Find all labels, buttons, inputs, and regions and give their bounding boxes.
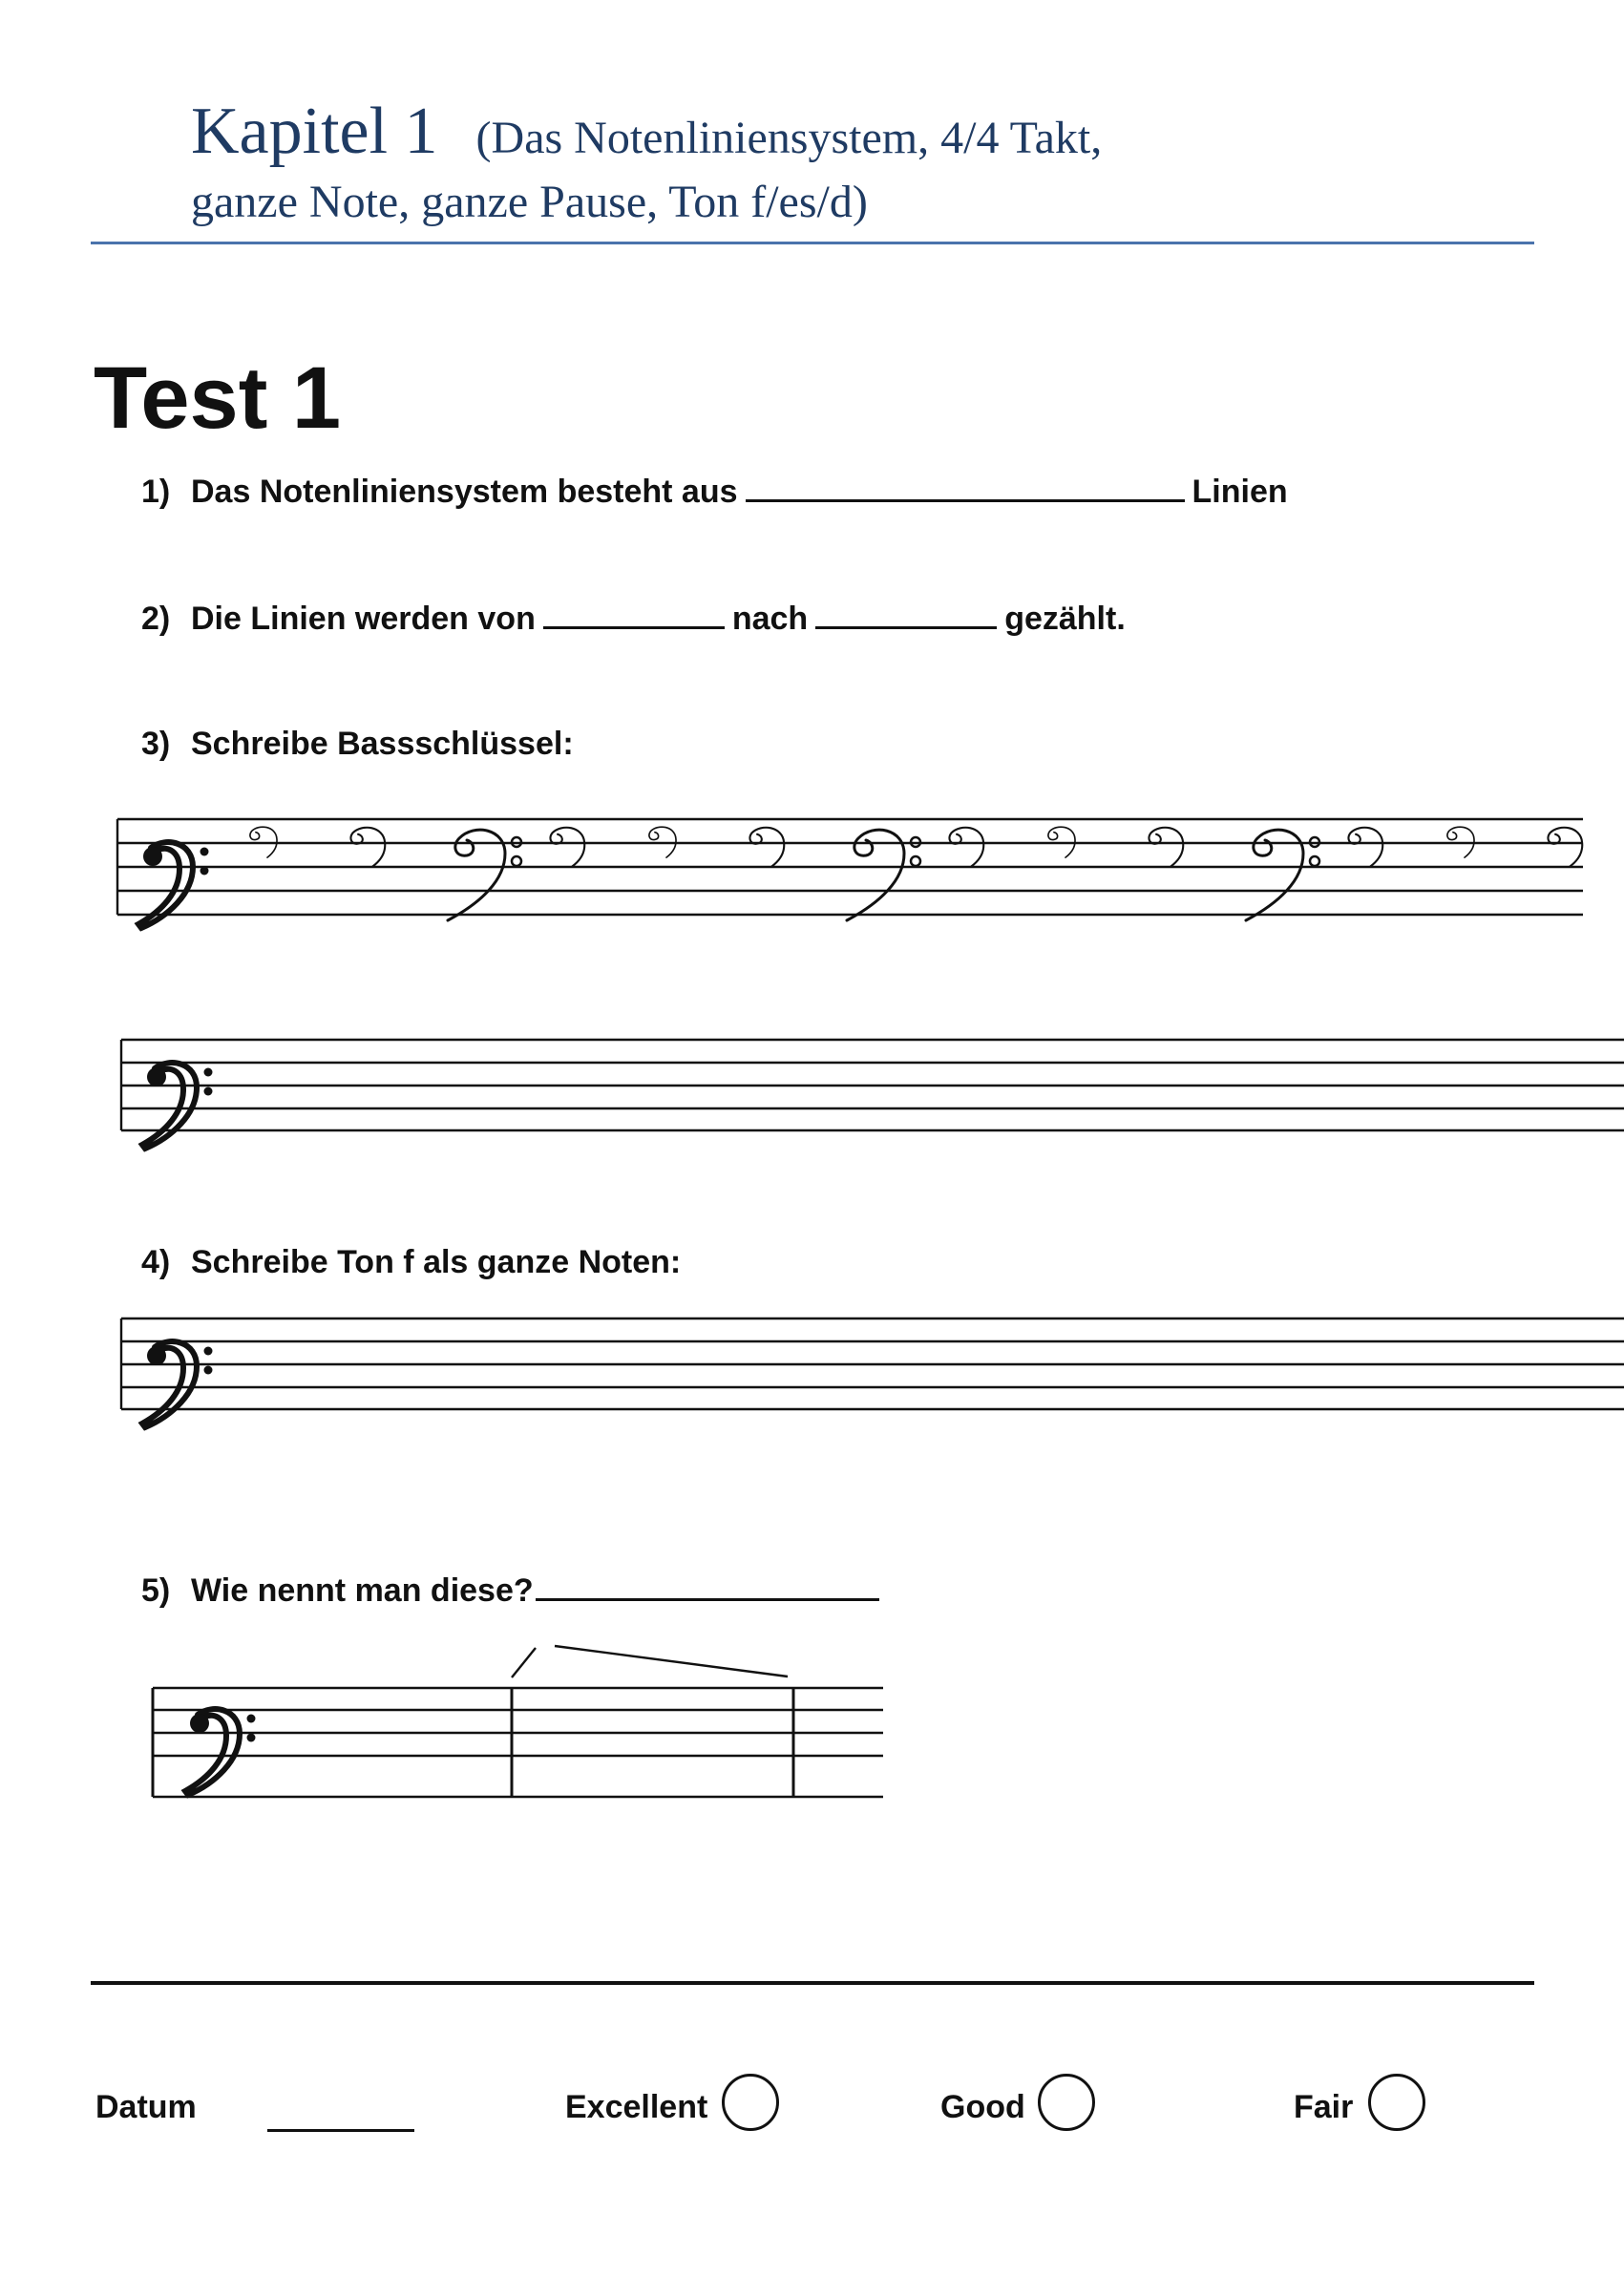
answer-blank-name[interactable] — [536, 1597, 879, 1601]
practice-clef-sketch — [351, 828, 386, 867]
staff-lines — [117, 819, 1583, 915]
test-title: Test 1 — [94, 349, 342, 447]
staff-lines — [153, 1688, 883, 1797]
question-text: Schreibe Bassschlüssel: — [191, 726, 574, 762]
question-2 — [141, 601, 1126, 638]
bass-clef-icon — [142, 1063, 213, 1149]
bar-lines — [153, 1688, 793, 1797]
pointer-lines — [512, 1646, 788, 1677]
bass-clef-icon — [185, 1709, 256, 1795]
question-number: 2) — [141, 601, 171, 637]
rating-excellent-circle[interactable] — [722, 2074, 779, 2131]
question-4 — [141, 1244, 681, 1281]
answer-blank-lines-count[interactable] — [746, 498, 1185, 502]
practice-clef-sketch — [551, 828, 585, 867]
practice-clef-staff — [113, 812, 1588, 921]
practice-clef-sketches — [250, 827, 1624, 920]
barline-staff — [148, 1642, 893, 1804]
date-label: Datum — [95, 2089, 197, 2125]
staff-lines — [121, 1040, 1624, 1130]
question-number: 1) — [141, 474, 171, 510]
question-number: 4) — [141, 1244, 171, 1280]
question-number: 3) — [141, 726, 171, 762]
answer-blank-from[interactable] — [543, 625, 725, 629]
practice-clef-sketch — [1149, 828, 1184, 867]
question-text-middle: nach — [731, 601, 809, 637]
question-text-after: Linien — [1192, 474, 1288, 510]
question-text: Wie nennt man diese? — [191, 1572, 534, 1609]
question-5 — [141, 1572, 887, 1610]
question-3 — [141, 726, 574, 763]
chapter-subtitle-line2: ganze Note, ganze Pause, Ton f/es/d) — [191, 177, 868, 227]
rating-good-circle[interactable] — [1038, 2074, 1095, 2131]
empty-staff-2[interactable] — [116, 1313, 1624, 1413]
empty-staff-1[interactable] — [116, 1034, 1624, 1134]
rating-fair-circle[interactable] — [1368, 2074, 1425, 2131]
chapter-heading — [191, 94, 1547, 228]
rating-label-good: Good — [940, 2089, 1025, 2125]
footer-divider — [91, 1981, 1534, 1985]
practice-clef-sketch — [1349, 828, 1383, 867]
question-text: Das Notenliniensystem besteht aus — [191, 474, 738, 510]
rating-label-fair: Fair — [1294, 2089, 1354, 2125]
question-1 — [141, 474, 1288, 511]
chapter-subtitle-line1: (Das Notenliniensystem, 4/4 Takt, — [475, 113, 1103, 163]
rating-label-excellent: Excellent — [565, 2089, 708, 2125]
question-text: Die Linien werden von — [191, 601, 536, 637]
question-text: Schreibe Ton f als ganze Noten: — [191, 1244, 682, 1280]
header-divider — [91, 242, 1534, 244]
practice-clef-sketch — [950, 828, 984, 867]
staff-lines — [121, 1318, 1624, 1409]
answer-blank-to[interactable] — [815, 625, 997, 629]
question-text-after: gezählt. — [1004, 601, 1126, 637]
question-number: 5) — [141, 1572, 171, 1609]
practice-clef-sketch — [1549, 828, 1583, 867]
practice-clef-sketch — [750, 828, 785, 867]
date-blank[interactable] — [267, 2129, 414, 2132]
bass-clef-icon — [142, 1341, 213, 1427]
chapter-title: Kapitel 1 — [191, 95, 438, 168]
